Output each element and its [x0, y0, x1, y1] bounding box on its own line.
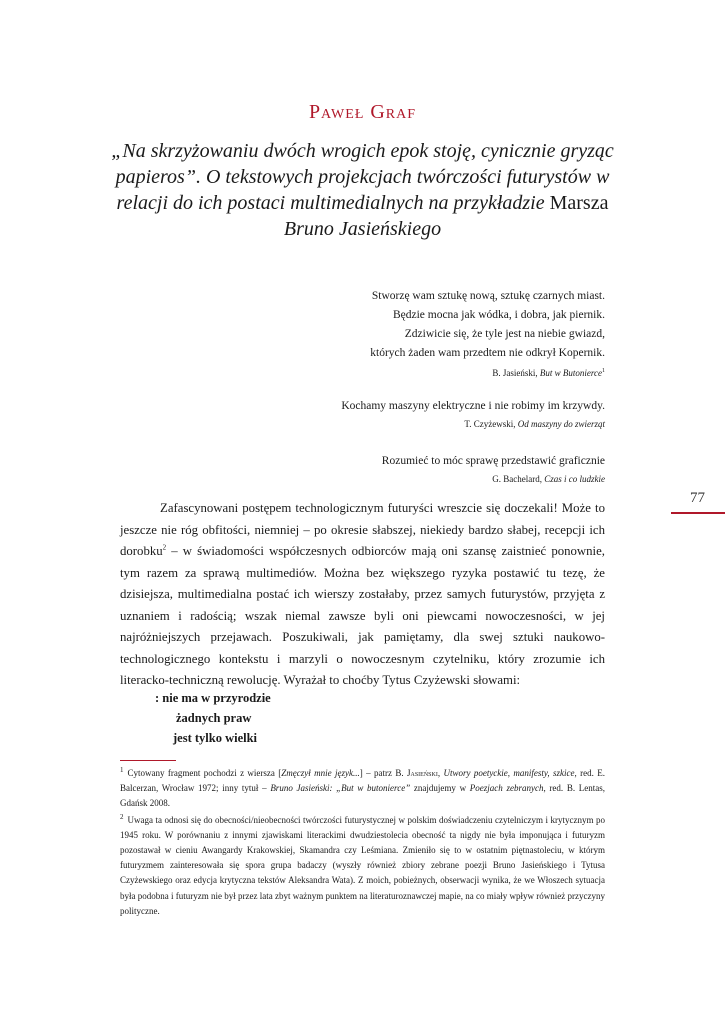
motto-line: Kochamy maszyny elektryczne i nie robimy im krzywdy.: [341, 400, 605, 412]
page-number: 77: [690, 490, 705, 506]
verse-line: żadnych praw: [176, 711, 252, 725]
motto-source-author: B. Jasieński,: [492, 368, 538, 378]
motto-source-work: Czas i co ludzkie: [544, 474, 605, 484]
footnote-italic: Bruno Jasieński: „But w butonierce”: [270, 783, 411, 794]
footnote-italic: Zmęczył mnie język...: [281, 768, 360, 778]
motto-source-author: G. Bachelard,: [492, 474, 542, 484]
verse-line: : nie ma w przyrodzie: [155, 691, 271, 705]
page-number-rule: [671, 512, 725, 514]
motto-line: których żaden wam przedtem nie odkrył Kopernik.: [370, 347, 605, 359]
motto-source: [185, 416, 605, 433]
footnote-text: Uwaga ta odnosi się do obecności/nieobecności twórczości futurystycznej w polskim doświadczeniu czytelniczym i krytycznym po 1945 roku. W porównaniu z innymi zjawiskami literackimi dwudziestolecia obecność ta nigdy nie była imponująca i futuryzm pozostawał w cieniu Awangardy Krakowskiej, Skamandra czy Leśmiana. Zmieniło się to w ostatnim piętnastoleciu, w którym futuryzmem zainteresowała się spora grupa badaczy (wyszły również zbiory zebrane poezji Bruno Jasieńskiego i Tytusa Czyżewskiego oraz edycja krytyczna tekstów Aleksandra Wata). Z moich, pobieżnych, obserwacji wynika, że we Włoszech sytuacja była podobna i futuryzm nie był przez lata zbyt ważnym punktem na literaturoznawczej mapie, na co miały wpływ również przyczyny polityczne.: [120, 814, 605, 916]
footnote-1: [120, 766, 605, 812]
author-name: Paweł Graf: [308, 101, 417, 123]
motto-source: [185, 471, 605, 488]
motto-source: [185, 363, 605, 382]
paragraph: [120, 498, 605, 692]
verse-quote: [155, 688, 335, 748]
motto-line: Rozumieć to móc sprawę przedstawić graficznie: [381, 455, 605, 467]
verse-line: jest tylko wielki: [173, 731, 258, 745]
body-text: [120, 498, 605, 692]
motto-line: Zdziwicie się, że tyle jest na niebie gwiazd,: [404, 328, 605, 340]
footnote-italic: Poezjach zebranych: [469, 783, 544, 794]
footnote-number: 1: [120, 766, 124, 774]
footnote-number: 2: [120, 812, 124, 821]
footnote-text: Cytowany fragment pochodzi z wiersza [: [127, 768, 282, 778]
title-upright-word: Marsza: [549, 192, 609, 214]
footnote-italic: Utwory poetyckie, manifesty, szkice: [443, 768, 575, 778]
footnote-2: [120, 813, 605, 919]
footnote-text: ,: [437, 768, 444, 778]
footnote-text: , red. B. Lentas, Gdańsk 2008.: [120, 783, 605, 809]
footnote-smallcaps: Jasieński: [406, 768, 438, 778]
footnote-separator: [120, 760, 176, 761]
footnote-ref[interactable]: 2: [162, 543, 167, 552]
paragraph-text: Zafascynowani postępem technologicznym futuryści wreszcie się doczekali! Może to jeszcze nie róg obfitości, niemniej – po okresie słabszej, niekiedy bardzo słabej, recepcji ich dorobku: [120, 501, 605, 558]
paragraph-text: – w świadomości współczesnych odbiorców mają oni szansę zaistnieć ponownie, tym razem za sprawą multimediów. Można bez większego ryzyka postawić tu tezę, że dzisiejsza, multimedialna postać ich wierszy zostałaby, przez samych futurystów, przyjęta z uznaniem i radością; wszak niemal zawsze byli oni piewcami nowoczesności, w jej najróżniejszych przejawach. Poszukiwali, jak pamiętamy, dla swej sztuki naukowo-technologicznego kontekstu i marzyli o nowoczesnym czytelniku, który zrozumie ich literacko-techniczną rewolucję. Wyrażał to choćby Tytus Czyżewski słowami:: [120, 544, 605, 687]
motto-1: [185, 287, 605, 382]
motto-source-author: T. Czyżewski,: [464, 419, 516, 429]
title-main: „Na skrzyżowaniu dwóch wrogich epok stoję, cynicznie gryząc papieros”. O tekstowych projekcjach twórczości futurystów w relacji do ich postaci multimedialnych na przykładzie: [111, 140, 614, 214]
footnote-text: znajdujemy w: [410, 783, 470, 794]
motto-3: [185, 452, 605, 488]
motto-source-work: But w Butonierce: [539, 368, 602, 378]
footnote-ref[interactable]: 1: [602, 368, 605, 374]
footnote-text: , red. E. Balcerzan, Wrocław 1972; inny tytuł –: [120, 768, 605, 794]
footnote-text: ] – patrz B.: [359, 768, 407, 778]
motto-line: Będzie mocna jak wódka, i dobra, jak piernik.: [392, 309, 605, 321]
title-end: Bruno Jasieńskiego: [283, 218, 442, 240]
motto-2: [185, 397, 605, 433]
article-title: [110, 138, 615, 242]
motto-line: Stworzę wam sztukę nową, sztukę czarnych miast.: [371, 290, 605, 302]
footnotes: [120, 766, 605, 920]
motto-source-work: Od maszyny do zwierząt: [517, 419, 605, 429]
